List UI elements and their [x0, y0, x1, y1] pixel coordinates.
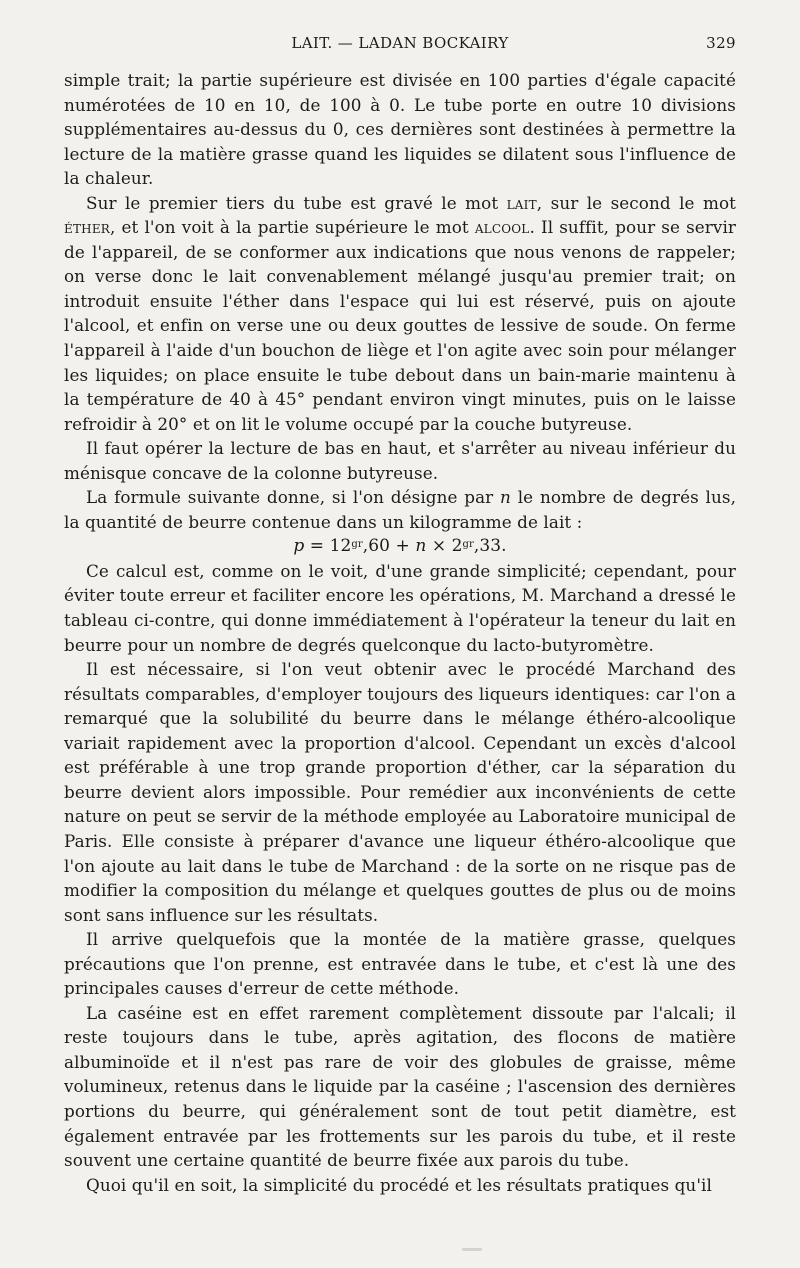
formula-times: × 2	[426, 536, 463, 557]
paragraph-5: Ce calcul est, comme on le voit, d'une grande simplicité; cependant, pour éviter toute erreur et faciliter encore les opérations, M. Marchand a dressé le tableau ci-contre, qui donne immédiatement à l'opérateur la teneur du lait en beurre pour un nombre de degrés quelconque du lacto-butyromètre.	[64, 560, 736, 655]
paragraph-3: Il faut opérer la lecture de bas en haut, et s'arrêter au niveau inférieur du ménisque concave de la colonne butyreuse.	[64, 438, 736, 483]
formula-unit-1: gr	[351, 538, 363, 550]
paragraph-7: Il arrive quelquefois que la montée de la matière grasse, quelques précautions que l'on prenne, est entravée dans le tube, et c'est là une des principales causes d'erreur de cette méthode.	[64, 929, 736, 999]
paragraph-2-text-d: . Il suffit, pour se servir de l'appareil, de se conformer aux indications que nous venons de rappeler; on verse donc le lait convenablement mélangé jusqu'au premier trait; on introduit ensuite l'éther dans l'espace qui lui est réservé, puis on ajoute l'alcool, et enfin on verse une ou deux gouttes de lessive de soude. On ferme l'appareil à l'aide d'un bouchon de liège et l'on agite avec soin pour mélanger les liquides; on place ensuite le tube debout dans un bain-marie maintenu à la température de 40 à 45° pendant environ vingt minutes, puis on le laisse refroidir à 20° et on lit le volume occupé par la couche butyreuse.	[64, 217, 736, 434]
paragraph-2-text-c: , et l'on voit à la partie supérieure le mot	[110, 217, 475, 238]
paragraph-2	[64, 191, 736, 436]
running-title: LAIT. — LADAN BOCKAIRY	[291, 34, 509, 52]
formula-unit-2: gr	[462, 538, 474, 550]
paragraph-9: Quoi qu'il en soit, la simplicité du procédé et les résultats pratiques qu'il	[86, 1174, 712, 1195]
formula-variable: n	[415, 536, 427, 557]
paragraph-6: Il est nécessaire, si l'on veut obtenir avec le procédé Marchand des résultats comparables, d'employer toujours des liqueurs identiques: car l'on a remarqué que la solubilité du beurre dans le mélange éthéro-alcoolique variait rapidement avec la proportion d'alcool. Cependant un excès d'alcool est préférable à une trop grande proportion d'éther, car la séparation du beurre devient alors impossible. Pour remédier aux inconvénients de cette nature on peut se servir de la méthode employée au Laboratoire municipal de Paris. Elle consiste à préparer d'avance une liqueur éthéro-alcoolique que l'on ajoute au lait dans le tube de Marchand : de la sorte on ne risque pas de modifier la composition du mélange et quelques gouttes de plus ou de moins sont sans influence sur les résultats.	[64, 659, 736, 925]
variable-n: n	[500, 487, 511, 508]
paragraph-4	[64, 485, 736, 534]
formula-end: ,33.	[473, 536, 507, 557]
paragraph-2-text-a: Sur le premier tiers du tube est gravé le mot	[86, 192, 507, 213]
formula-eq: = 12	[304, 536, 352, 557]
word-alcool: alcool	[474, 217, 530, 238]
running-head	[64, 31, 736, 55]
scan-mark	[462, 1248, 482, 1251]
body-text	[64, 68, 736, 1197]
paragraph-8: La caséine est en effet rarement complètement dissoute par l'alcali; il reste toujours dans le tube, après agitation, des flocons de matière albuminoïde et il n'est pas rare de voir des globules de graisse, même volumineux, retenus dans le liquide par la caséine ; l'ascension des dernières portions du beurre, qui généralement sont de tout petit diamètre, est également entravée par les frottements sur les parois du tube, et il reste souvent une certaine quantité de beurre fixée aux parois du tube.	[64, 1002, 736, 1171]
paragraph-2-text-b: , sur le second le mot	[536, 192, 736, 213]
formula	[64, 534, 736, 559]
word-ether: éther	[64, 217, 111, 238]
word-lait: lait	[506, 192, 537, 213]
paragraph-4-text-b: le nombre de degrés lus, la quantité de beurre contenue dans un kilogramme de lait :	[64, 487, 736, 532]
paragraph-4-text-a: La formule suivante donne, si l'on désigne par	[86, 487, 501, 508]
formula-lhs: p	[293, 536, 305, 557]
formula-middle: ,60 +	[362, 536, 416, 557]
paragraph-1: simple trait; la partie supérieure est divisée en 100 parties d'égale capacité numérotées de 10 en 10, de 100 à 0. Le tube porte en outre 10 divisions supplémentaires au-dessus du 0, ces dernières sont destinées à permettre la lecture de la matière grasse quand les liquides se dilatent sous l'influence de la chaleur.	[64, 70, 736, 189]
page-number: 329	[706, 34, 736, 52]
